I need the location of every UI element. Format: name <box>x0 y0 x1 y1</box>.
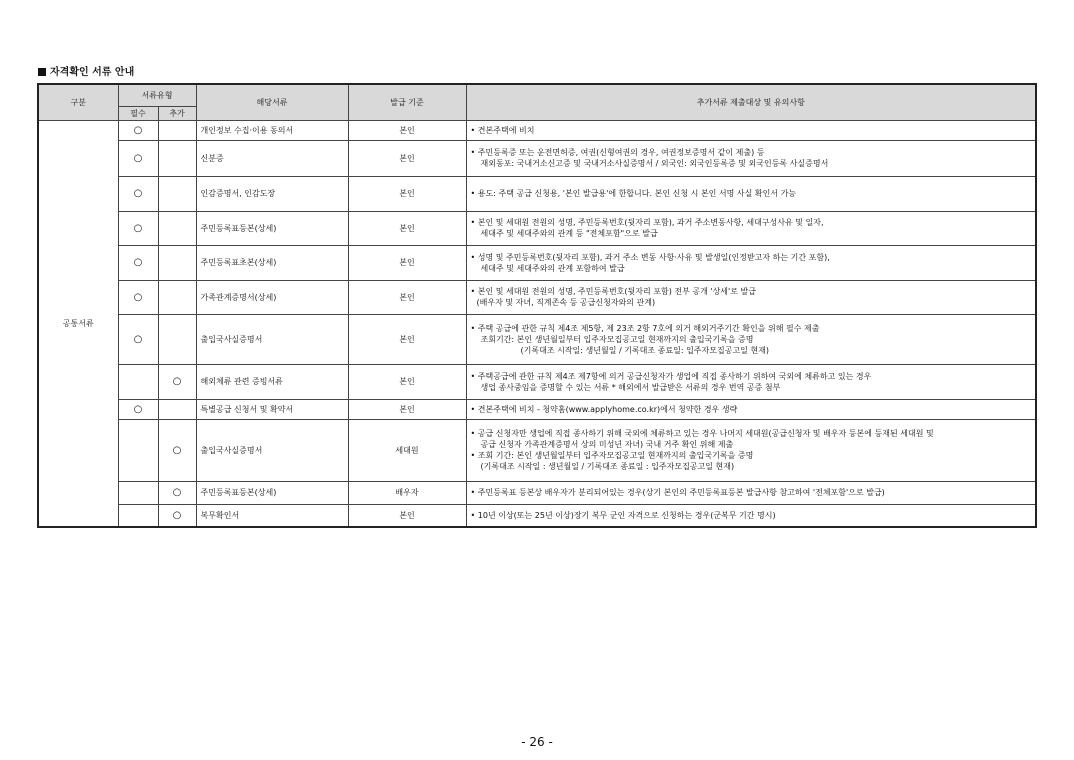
additional-mark: ○ <box>158 419 196 481</box>
note-line: • 공급 신청자만 생업에 직접 종사하기 위해 국외에 체류하고 있는 경우 나머지 세대원(공급신청자 및 배우자 등본에 등재된 세대원 및 <box>470 429 934 438</box>
notes-cell <box>466 120 1036 140</box>
required-mark: ○ <box>118 140 158 176</box>
notes-cell <box>466 280 1036 314</box>
required-mark <box>118 419 158 481</box>
notes-cell <box>466 364 1036 399</box>
note-line: • 주택 공급에 관한 규칙 제4조 제5항, 제 23조 2항 7호에 의거 해외거주기간 확인을 위해 필수 제출 <box>470 323 820 333</box>
note-line: • 성명 및 주민등록번호(뒷자리 포함), 과거 주소 변동 사항·사유 및 발생일(인정받고자 하는 기간 포함), <box>470 252 830 262</box>
header-required: 필수 <box>118 106 158 120</box>
header-doc-type: 서류유형 <box>118 84 196 106</box>
doc-name: 개인정보 수집·이용 동의서 <box>196 120 348 140</box>
note-line: • 본인 및 세대원 전원의 성명, 주민등록번호(뒷자리 포함), 과거 주소변동사항, 세대구성사유 및 일자, <box>470 218 824 227</box>
note-line: 재외동포: 국내거소신고증 및 국내거소사실증명서 / 외국인: 외국인등록증 및 외국인등록 사실증명서 <box>480 159 829 168</box>
note-line: (기록대조 시작일: 생년월일 / 기록대조 종료일: 입주자모집공고일 현재) <box>520 345 770 355</box>
issue-basis: 본인 <box>348 140 466 176</box>
note-line: • 주민등록증 또는 운전면허증, 여권(신형여권의 경우, 여권정보증명서 같이 제출) 등 <box>470 148 765 157</box>
table-row <box>38 481 1036 504</box>
doc-name: 가족관계증명서(상세) <box>196 280 348 314</box>
square-bullet-icon <box>38 68 46 76</box>
required-mark: ○ <box>118 211 158 245</box>
additional-mark <box>158 120 196 140</box>
additional-mark: ○ <box>158 504 196 527</box>
table-row <box>38 314 1036 364</box>
table-row <box>38 399 1036 419</box>
additional-mark <box>158 140 196 176</box>
doc-name: 주민등록표등본(상세) <box>196 481 348 504</box>
notes-cell <box>466 314 1036 364</box>
table-row <box>38 419 1036 481</box>
notes-cell <box>466 176 1036 211</box>
doc-name: 복무확인서 <box>196 504 348 527</box>
doc-name: 특별공급 신청서 및 확약서 <box>196 399 348 419</box>
additional-mark <box>158 280 196 314</box>
doc-name: 출입국사실증명서 <box>196 314 348 364</box>
note-line: • 주택공급에 관한 규칙 제4조 제7항에 의거 공급신청자가 생업에 직접 종사하기 위하여 국외에 체류하고 있는 경우 <box>470 371 872 381</box>
notes-cell <box>466 419 1036 481</box>
doc-name: 주민등록표초본(상세) <box>196 245 348 280</box>
additional-mark: ○ <box>158 364 196 399</box>
issue-basis: 본인 <box>348 176 466 211</box>
section-title <box>38 63 134 78</box>
table-row <box>38 211 1036 245</box>
additional-mark <box>158 211 196 245</box>
required-mark <box>118 364 158 399</box>
page-number: - 26 - <box>521 735 553 749</box>
issue-basis: 본인 <box>348 399 466 419</box>
table-row <box>38 245 1036 280</box>
notes-cell <box>466 140 1036 176</box>
additional-mark <box>158 176 196 211</box>
required-mark: ○ <box>118 176 158 211</box>
required-mark: ○ <box>118 399 158 419</box>
required-mark: ○ <box>118 280 158 314</box>
doc-name: 주민등록표등본(상세) <box>196 211 348 245</box>
note-line: • 조회 기간: 본인 생년월일부터 입주자모집공고일 현재까지의 출입국기록을 증명 <box>470 451 754 460</box>
doc-name: 출입국사실증명서 <box>196 419 348 481</box>
table-row <box>38 176 1036 211</box>
required-mark: ○ <box>118 245 158 280</box>
notes-cell <box>466 504 1036 527</box>
issue-basis: 본인 <box>348 120 466 140</box>
doc-name: 해외체류 관련 증빙서류 <box>196 364 348 399</box>
additional-mark <box>158 399 196 419</box>
doc-name: 인감증명서, 인감도장 <box>196 176 348 211</box>
required-mark <box>118 504 158 527</box>
header-category: 구분 <box>38 84 118 120</box>
notes-cell <box>466 399 1036 419</box>
notes-cell <box>466 481 1036 504</box>
issue-basis: 본인 <box>348 280 466 314</box>
header-notes: 추가서류 제출대상 및 유의사항 <box>466 84 1036 120</box>
note-line: (기록대조 시작일 : 생년월일 / 기록대조 종료일 : 입주자모집공고일 현재) <box>480 462 735 471</box>
section-title-text: 자격확인 서류 안내 <box>50 67 135 78</box>
note-line: • 10년 이상(또는 25년 이상)장기 복무 군인 자격으로 신청하는 경우(군복무 기간 명시) <box>470 510 776 520</box>
category-cell: 공통서류 <box>38 120 118 527</box>
required-mark: ○ <box>118 314 158 364</box>
note-line: • 본인 및 세대원 전원의 성명, 주민등록번호(뒷자리 포함) 전부 공개 '상세'로 발급 <box>470 287 756 296</box>
note-line: • 견본주택에 비치 - 청약홈(www.applyhome.co.kr)에서 청약한 경우 생략 <box>470 404 738 414</box>
note-line: 세대주 및 세대주와의 관계 등 "전체포함"으로 발급 <box>480 229 658 238</box>
documents-table <box>37 83 1037 528</box>
table-row <box>38 120 1036 140</box>
additional-mark <box>158 314 196 364</box>
table-row <box>38 140 1036 176</box>
additional-mark: ○ <box>158 481 196 504</box>
table-row <box>38 280 1036 314</box>
note-line: 공급 신청자 가족관계증명서 상의 미성년 자녀) 국내 거주 확인 위해 제출 <box>480 440 734 449</box>
note-line: • 견본주택에 비치 <box>470 125 535 135</box>
note-line: 세대주 및 세대주와의 관계 포함하여 발급 <box>480 263 625 273</box>
issue-basis: 본인 <box>348 364 466 399</box>
table-row <box>38 504 1036 527</box>
note-line: 생업 종사중임을 증명할 수 있는 서류 * 해외에서 발급받은 서류의 경우 번역 공증 첨부 <box>480 382 781 392</box>
issue-basis: 본인 <box>348 504 466 527</box>
note-line: 조회기간: 본인 생년월일부터 입주자모집공고일 현재까지의 출입국기록을 증명 <box>480 334 754 344</box>
header-additional: 추가 <box>158 106 196 120</box>
issue-basis: 본인 <box>348 314 466 364</box>
issue-basis: 배우자 <box>348 481 466 504</box>
notes-cell <box>466 245 1036 280</box>
required-mark <box>118 481 158 504</box>
required-mark: ○ <box>118 120 158 140</box>
issue-basis: 본인 <box>348 245 466 280</box>
notes-cell <box>466 211 1036 245</box>
doc-name: 신분증 <box>196 140 348 176</box>
issue-basis: 세대원 <box>348 419 466 481</box>
note-line: (배우자 및 자녀, 직계존속 등 공급신청자와의 관계) <box>476 298 656 307</box>
note-line: • 주민등록표 등본상 배우자가 분리되어있는 경우(상기 본인의 주민등록표등본 발급사항 참고하여 '전체포함'으로 발급) <box>470 488 885 497</box>
header-doc-name: 해당서류 <box>196 84 348 120</box>
note-line: • 용도: 주택 공급 신청용, '본인 발급용'에 한합니다. 본인 신청 시 본인 서명 사실 확인서 가능 <box>470 189 797 198</box>
header-issue-basis: 발급 기준 <box>348 84 466 120</box>
additional-mark <box>158 245 196 280</box>
issue-basis: 본인 <box>348 211 466 245</box>
table-row <box>38 364 1036 399</box>
